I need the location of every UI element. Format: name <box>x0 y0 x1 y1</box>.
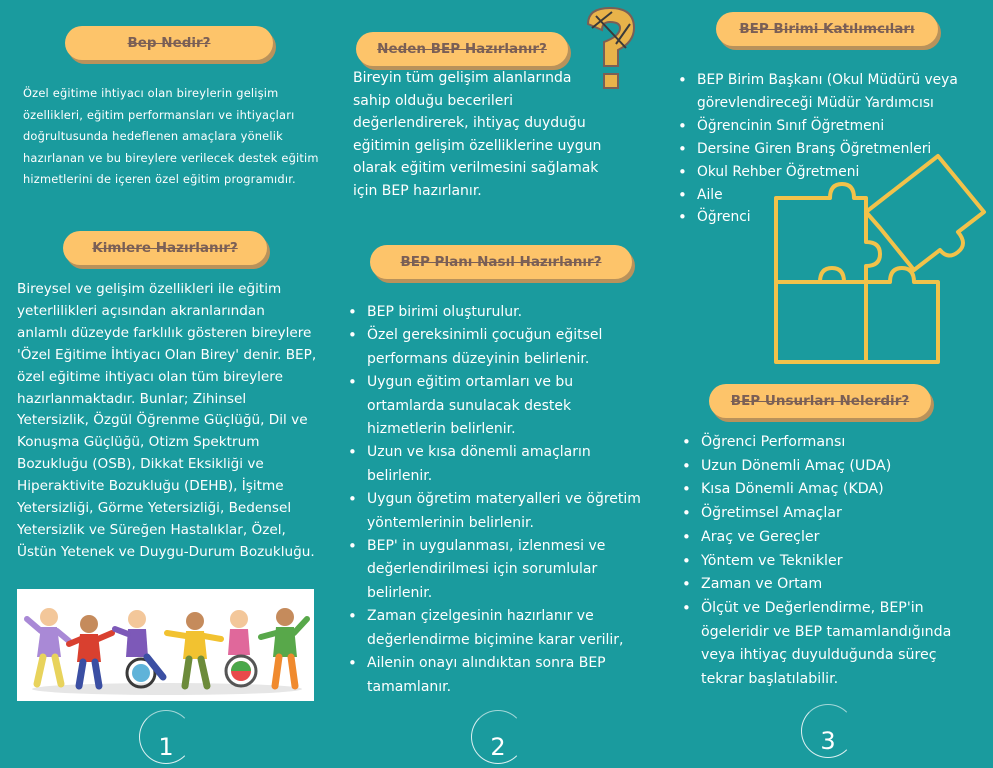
page-number-3: 3 <box>801 704 855 758</box>
panel-2 <box>330 0 660 768</box>
page-number-1: 1 <box>139 710 193 764</box>
list-item: • Kısa Dönemli Amaç (KDA) <box>682 478 982 502</box>
heading-bep-birimi: BEP Birimi Katılımcıları <box>716 12 938 46</box>
list-item: • Araç ve Gereçler <box>682 526 982 550</box>
list-item: • BEP birimi oluşturulur. <box>348 301 648 324</box>
why-bep-text: Bireyin tüm gelişim alanlarında sahip olduğu becerileri değerlendirerek, ihtiyaç duyduğu eğitimin gelişim özelliklerine uygun olarak eğitim verilmesini sağlamak için BEP hazırlanır. <box>353 70 602 199</box>
list-item: • Zaman ve Ortam <box>682 573 982 597</box>
list-item: • Öğrenci Performansı <box>682 431 982 455</box>
children-illustration <box>17 589 314 701</box>
list-item: • Uzun ve kısa dönemli amaçların belirlenir. <box>348 441 648 488</box>
heading-kimlere-hazirlanir: Kimlere Hazırlanır? <box>63 231 267 265</box>
list-item: • Öğrenci <box>678 206 983 229</box>
panel-3 <box>660 0 993 768</box>
elements-list <box>682 431 982 692</box>
heading-bep-nedir: Bep Nedir? <box>65 26 273 60</box>
list-item: • Özel gereksinimli çocuğun eğitsel performans düzeyinin belirlenir. <box>348 324 648 371</box>
list-item: • Okul Rehber Öğretmeni <box>678 161 983 184</box>
list-item: • Uygun eğitim ortamları ve bu ortamlarda sunulacak destek hizmetlerin belirlenir. <box>348 371 648 441</box>
plan-steps-list <box>348 301 648 699</box>
heading-bep-plani: BEP Planı Nasıl Hazırlanır? <box>370 245 632 279</box>
list-item: • Dersine Giren Branş Öğretmenleri <box>678 138 983 161</box>
list-item: • Öğretimsel Amaçlar <box>682 502 982 526</box>
heading-neden-bep: Neden BEP Hazırlanır? <box>356 32 568 66</box>
list-item: • Uzun Dönemli Amaç (UDA) <box>682 455 982 479</box>
list-item: • Ölçüt ve Değerlendirme, BEP'in ögeleridir ve BEP tamamlandığında veya ihtiyaç duyulduğunda süreç tekrar başlatılabilir. <box>682 597 982 692</box>
list-item: • Öğrencinin Sınıf Öğretmeni <box>678 115 983 138</box>
list-item: • Zaman çizelgesinin hazırlanır ve değerlendirme biçimine karar verilir, <box>348 605 648 652</box>
bep-definition-text: Özel eğitime ihtiyacı olan bireylerin gelişim özellikleri, eğitim performansları ve ihtiyaçları doğrultusunda hedeflenen amaçlara yönelik hazırlanan ve bu bireylere verilecek destek eğitim hizmetlerini de içeren özel eğitim programıdır. <box>23 86 319 186</box>
page-number-2: 2 <box>471 710 525 764</box>
list-item: • BEP Birim Başkanı (Okul Müdürü veya görevlendireceği Müdür Yardımcısı <box>678 69 983 115</box>
list-item: • Aile <box>678 184 983 207</box>
list-item: • Ailenin onayı alındıktan sonra BEP tamamlanır. <box>348 652 648 699</box>
target-groups-text: Bireysel ve gelişim özellikleri ile eğitim yeterlilikleri açısından akranlarından anlamlı düzeyde farklılık gösteren bireylere 'Özel Eğitime İhtiyacı Olan Birey' denir. BEP, özel eğitime ihtiyacı olan tüm bireylere hazırlanmaktadır. Bunlar; Zihinsel Yetersizlik, Özgül Öğrenme Güçlüğü, Dil ve Konuşma Güçlüğü, Otizm Spektrum Bozukluğu (OSB), Dikkat Eksikliği ve Hiperaktivite Bozukluğu (DEHB), İşitme Yetersizliği, Görme Yetersizliği, Bedensel Yetersizlik ve Süreğen Hastalıklar, Özel, Üstün Yetenek ve Duygu-Durum Bozukluğu. <box>17 281 317 560</box>
list-item: • BEP' in uygulanması, izlenmesi ve değerlendirilmesi için sorumlular belirlenir. <box>348 535 648 605</box>
heading-bep-unsurlari: BEP Unsurları Nelerdir? <box>709 384 931 418</box>
participants-list <box>678 69 983 229</box>
panel-1 <box>0 0 330 768</box>
list-item: • Uygun öğretim materyalleri ve öğretim yöntemlerinin belirlenir. <box>348 488 648 535</box>
list-item: • Yöntem ve Teknikler <box>682 550 982 574</box>
